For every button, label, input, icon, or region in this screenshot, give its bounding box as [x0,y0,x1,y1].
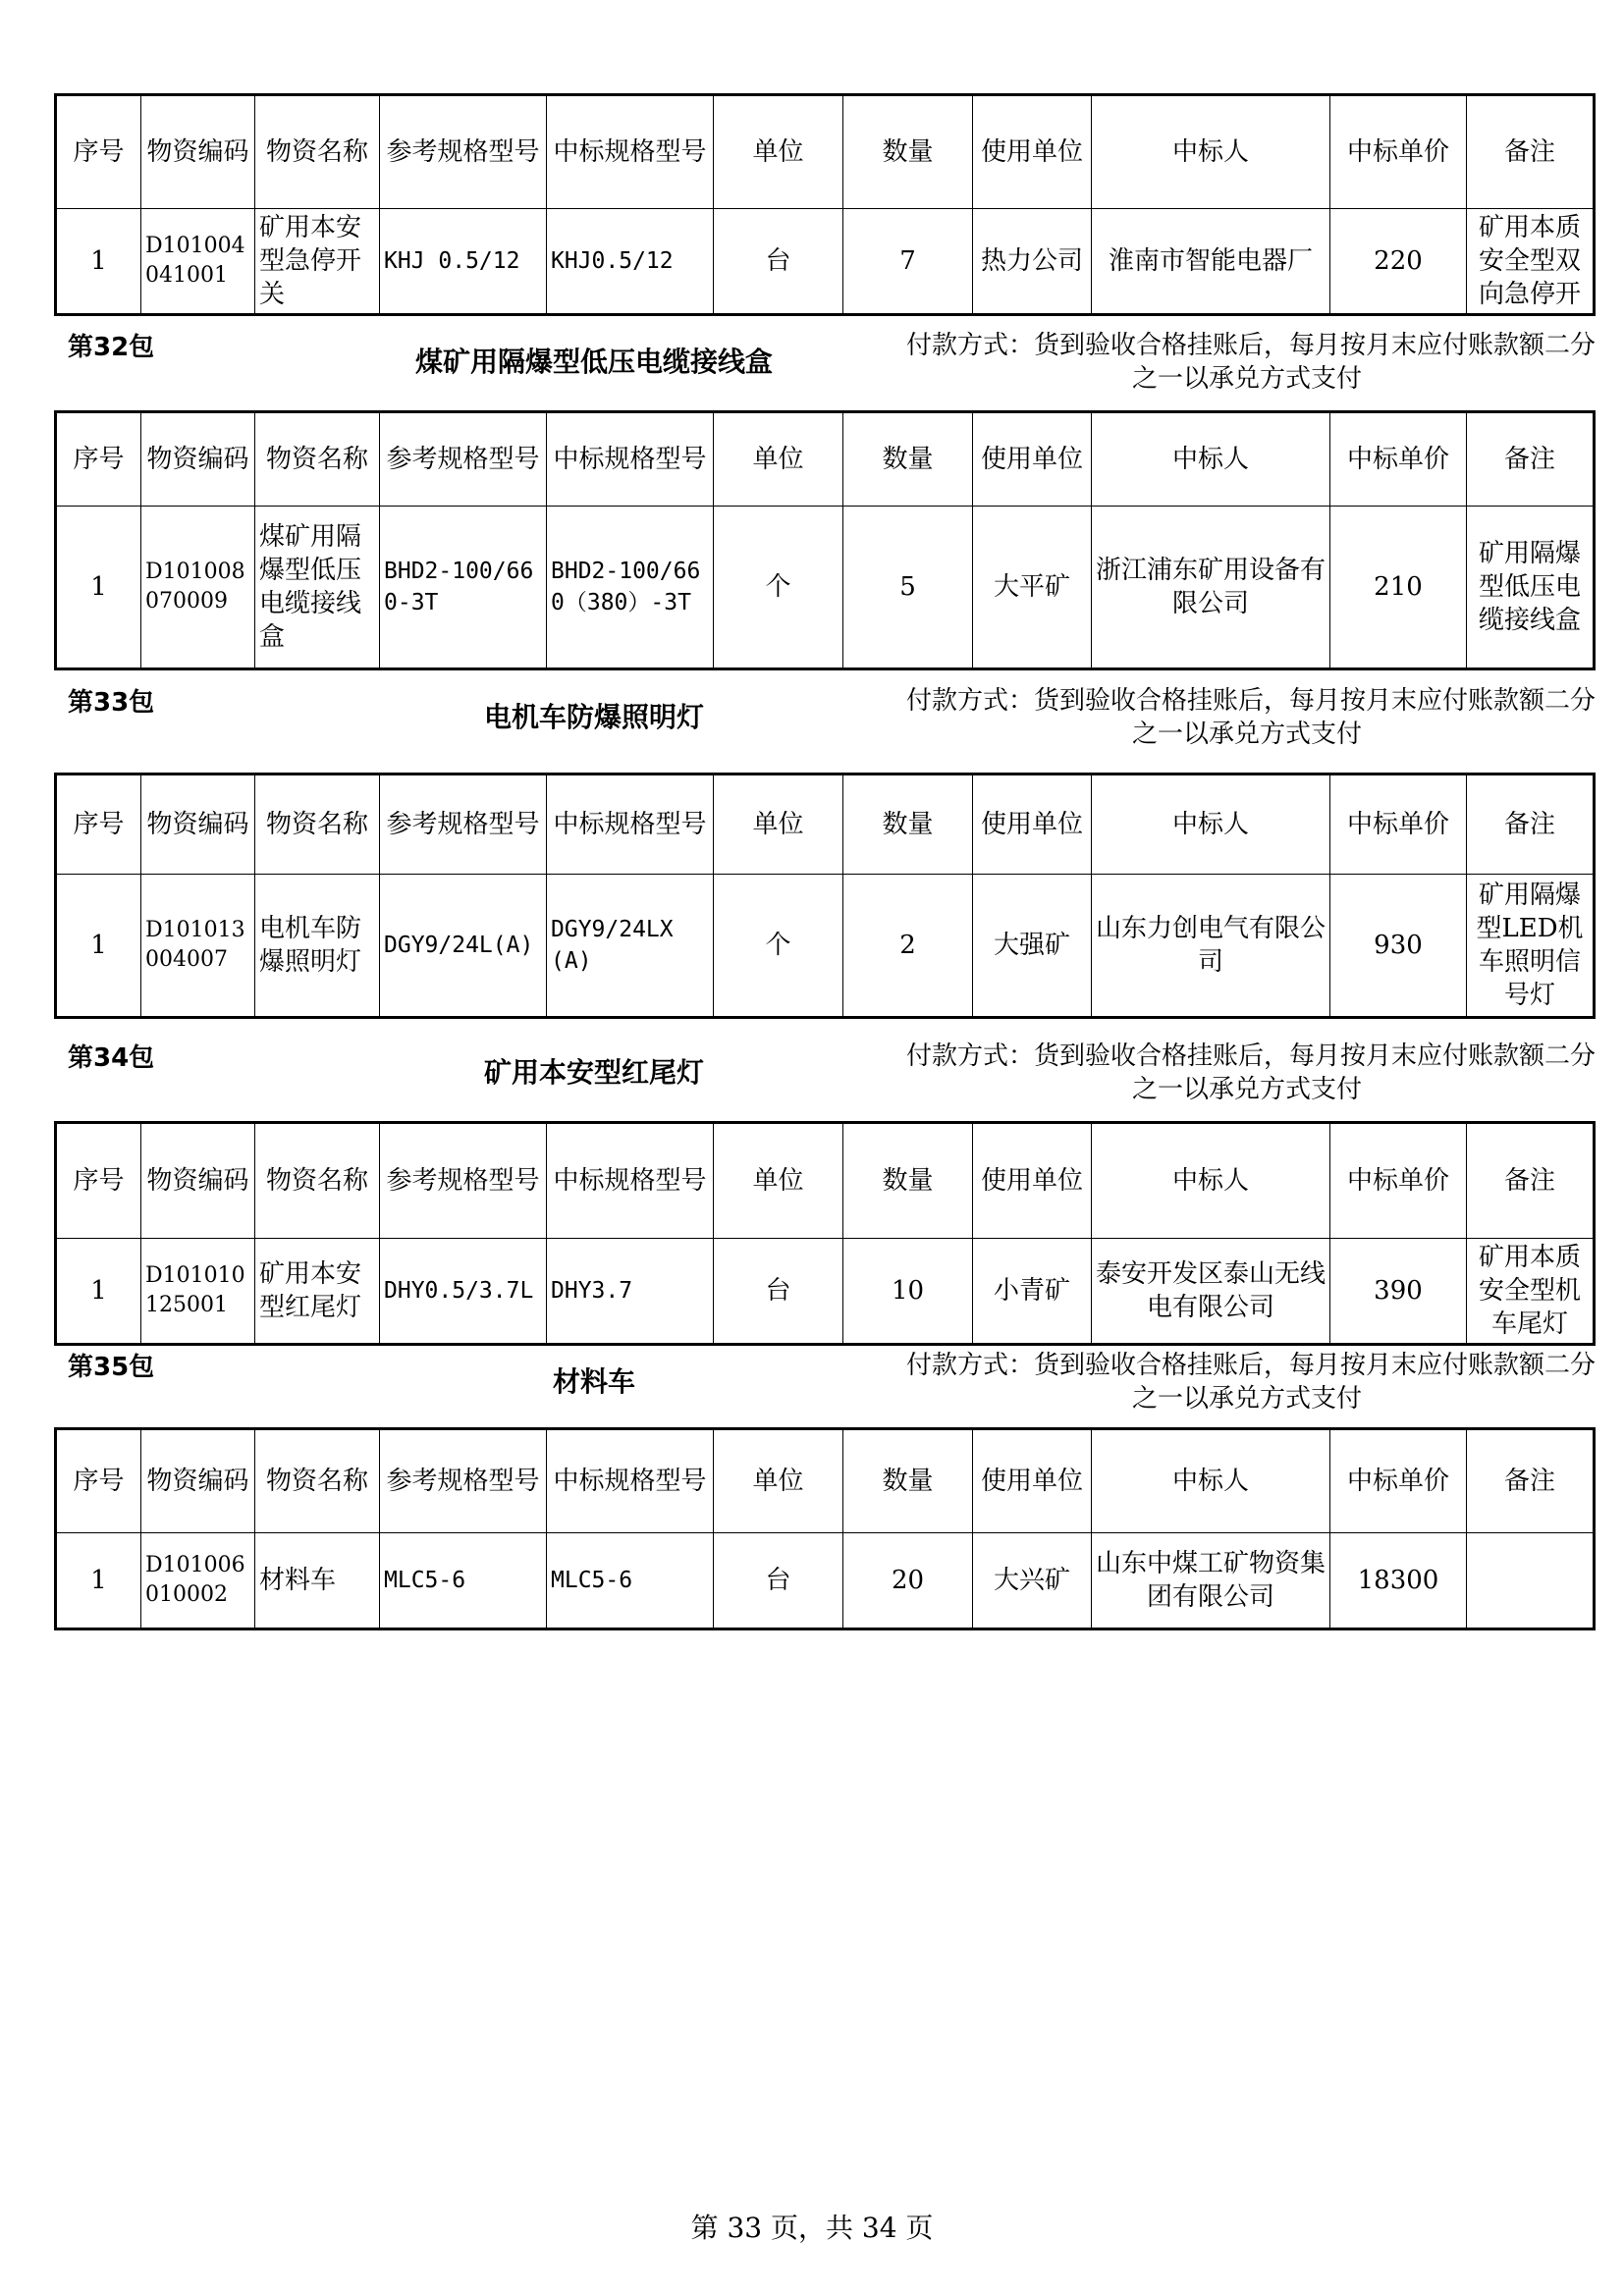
cell-qty: 5 [843,507,973,669]
cell-ref-spec: MLC5-6 [380,1533,547,1629]
cell-winner: 山东中煤工矿物资集团有限公司 [1092,1533,1330,1629]
page-footer: 第 33 页，共 34 页 [690,2212,934,2244]
header-user: 使用单位 [973,1123,1092,1239]
payment-line-1: 付款方式：货到验收合格挂账后，每月按月末应付账款额二分 [905,686,1596,716]
header-price: 中标单价 [1330,774,1467,875]
cell-seq: 1 [56,507,141,669]
payment-terms [839,1349,1596,1415]
cell-winner: 山东力创电气有限公司 [1092,875,1330,1018]
cell-note: 矿用本质安全型机车尾灯 [1467,1239,1595,1345]
cell-user: 大平矿 [973,507,1092,669]
cell-qty: 2 [843,875,973,1018]
cell-bid-spec: DGY9/24LX(A) [547,875,714,1018]
cell-unit: 个 [714,507,843,669]
table-header-row [56,1429,1595,1533]
table-row [56,875,1595,1018]
table-row [56,209,1595,315]
cell-price: 18300 [1330,1533,1467,1629]
header-ref-spec: 参考规格型号 [380,1123,547,1239]
header-ref-spec: 参考规格型号 [380,774,547,875]
payment-terms [839,684,1596,751]
header-note: 备注 [1467,1429,1595,1533]
cell-ref-spec: DHY0.5/3.7L [380,1239,547,1345]
header-user: 使用单位 [973,95,1092,209]
cell-qty: 7 [843,209,973,315]
header-price: 中标单价 [1330,95,1467,209]
cell-winner: 浙江浦东矿用设备有限公司 [1092,507,1330,669]
header-qty: 数量 [843,412,973,507]
cell-price: 390 [1330,1239,1467,1345]
cell-qty: 20 [843,1533,973,1629]
cell-unit: 台 [714,209,843,315]
header-note: 备注 [1467,774,1595,875]
header-winner: 中标人 [1092,1123,1330,1239]
package-name: 电机车防爆照明灯 [483,701,704,733]
header-ref-spec: 参考规格型号 [380,95,547,209]
header-winner: 中标人 [1092,774,1330,875]
header-unit: 单位 [714,1429,843,1533]
header-name: 物资名称 [255,1429,380,1533]
cell-ref-spec: DGY9/24L(A) [380,875,547,1018]
cell-note: 矿用隔爆型LED机车照明信号灯 [1467,875,1595,1018]
cell-bid-spec: KHJ0.5/12 [547,209,714,315]
cell-seq: 1 [56,209,141,315]
table-header-row [56,95,1595,209]
table-row [56,507,1595,669]
header-code: 物资编码 [141,774,255,875]
cell-price: 210 [1330,507,1467,669]
header-bid-spec: 中标规格型号 [547,412,714,507]
table-row [56,1239,1595,1345]
header-name: 物资名称 [255,412,380,507]
item-table-35 [54,1427,1596,1630]
cell-user: 热力公司 [973,209,1092,315]
header-unit: 单位 [714,412,843,507]
cell-note [1467,1533,1595,1629]
header-bid-spec: 中标规格型号 [547,1429,714,1533]
payment-line-1: 付款方式：货到验收合格挂账后，每月按月末应付账款额二分 [905,331,1596,360]
cell-seq: 1 [56,1239,141,1345]
payment-line-2: 之一以承兑方式支付 [1131,364,1362,394]
header-seq: 序号 [56,412,141,507]
cell-code: D101006010002 [141,1533,255,1629]
header-user: 使用单位 [973,1429,1092,1533]
cell-bid-spec: DHY3.7 [547,1239,714,1345]
header-code: 物资编码 [141,95,255,209]
cell-price: 930 [1330,875,1467,1018]
header-ref-spec: 参考规格型号 [380,1429,547,1533]
cell-qty: 10 [843,1239,973,1345]
package-number: 第32包 [68,333,155,362]
cell-user: 大兴矿 [973,1533,1092,1629]
cell-user: 大强矿 [973,875,1092,1018]
package-number: 第33包 [68,688,155,718]
header-winner: 中标人 [1092,95,1330,209]
cell-bid-spec: BHD2-100/660（380）-3T [547,507,714,669]
payment-line-1: 付款方式：货到验收合格挂账后，每月按月末应付账款额二分 [905,1351,1596,1380]
package-heading-33 [54,682,1596,769]
payment-line-2: 之一以承兑方式支付 [1131,1384,1362,1414]
payment-terms [839,1040,1596,1106]
header-qty: 数量 [843,1429,973,1533]
cell-name: 矿用本安型红尾灯 [255,1239,380,1345]
cell-unit: 个 [714,875,843,1018]
header-bid-spec: 中标规格型号 [547,1123,714,1239]
header-note: 备注 [1467,95,1595,209]
cell-name: 矿用本安型急停开关 [255,209,380,315]
header-user: 使用单位 [973,412,1092,507]
payment-terms [839,329,1596,396]
table-row [56,1533,1595,1629]
cell-code: D101004041001 [141,209,255,315]
header-unit: 单位 [714,1123,843,1239]
header-unit: 单位 [714,95,843,209]
package-name: 煤矿用隔爆型低压电缆接线盒 [414,346,773,378]
header-note: 备注 [1467,412,1595,507]
header-price: 中标单价 [1330,412,1467,507]
header-qty: 数量 [843,1123,973,1239]
cell-unit: 台 [714,1533,843,1629]
header-code: 物资编码 [141,412,255,507]
cell-winner: 淮南市智能电器厂 [1092,209,1330,315]
cell-winner: 泰安开发区泰山无线电有限公司 [1092,1239,1330,1345]
item-table-33 [54,773,1596,1019]
header-price: 中标单价 [1330,1123,1467,1239]
package-number: 第35包 [68,1353,155,1382]
cell-ref-spec: BHD2-100/660-3T [380,507,547,669]
header-price: 中标单价 [1330,1429,1467,1533]
package-heading-35 [54,1347,1596,1433]
package-heading-34 [54,1038,1596,1124]
header-note: 备注 [1467,1123,1595,1239]
header-winner: 中标人 [1092,1429,1330,1533]
header-bid-spec: 中标规格型号 [547,774,714,875]
cell-name: 煤矿用隔爆型低压电缆接线盒 [255,507,380,669]
cell-name: 材料车 [255,1533,380,1629]
header-name: 物资名称 [255,774,380,875]
header-user: 使用单位 [973,774,1092,875]
header-seq: 序号 [56,95,141,209]
header-qty: 数量 [843,774,973,875]
header-code: 物资编码 [141,1123,255,1239]
cell-bid-spec: MLC5-6 [547,1533,714,1629]
cell-price: 220 [1330,209,1467,315]
header-seq: 序号 [56,774,141,875]
cell-code: D101013004007 [141,875,255,1018]
cell-seq: 1 [56,1533,141,1629]
cell-code: D101008070009 [141,507,255,669]
payment-line-2: 之一以承兑方式支付 [1131,720,1362,749]
cell-unit: 台 [714,1239,843,1345]
header-bid-spec: 中标规格型号 [547,95,714,209]
item-table-31 [54,93,1596,316]
cell-note: 矿用本质安全型双向急停开 [1467,209,1595,315]
header-name: 物资名称 [255,1123,380,1239]
header-ref-spec: 参考规格型号 [380,412,547,507]
header-seq: 序号 [56,1123,141,1239]
header-name: 物资名称 [255,95,380,209]
package-number: 第34包 [68,1043,155,1073]
cell-ref-spec: KHJ 0.5/12 [380,209,547,315]
header-unit: 单位 [714,774,843,875]
header-winner: 中标人 [1092,412,1330,507]
table-header-row [56,412,1595,507]
cell-note: 矿用隔爆型低压电缆接线盒 [1467,507,1595,669]
payment-line-2: 之一以承兑方式支付 [1131,1075,1362,1104]
header-code: 物资编码 [141,1429,255,1533]
cell-code: D101010125001 [141,1239,255,1345]
package-heading-32 [54,327,1596,413]
package-name: 材料车 [552,1365,635,1398]
item-table-34 [54,1121,1596,1346]
item-table-32 [54,410,1596,670]
header-seq: 序号 [56,1429,141,1533]
header-qty: 数量 [843,95,973,209]
cell-name: 电机车防爆照明灯 [255,875,380,1018]
payment-line-1: 付款方式：货到验收合格挂账后，每月按月末应付账款额二分 [905,1041,1596,1071]
table-header-row [56,1123,1595,1239]
package-name: 矿用本安型红尾灯 [483,1056,704,1089]
cell-seq: 1 [56,875,141,1018]
cell-user: 小青矿 [973,1239,1092,1345]
table-header-row [56,774,1595,875]
